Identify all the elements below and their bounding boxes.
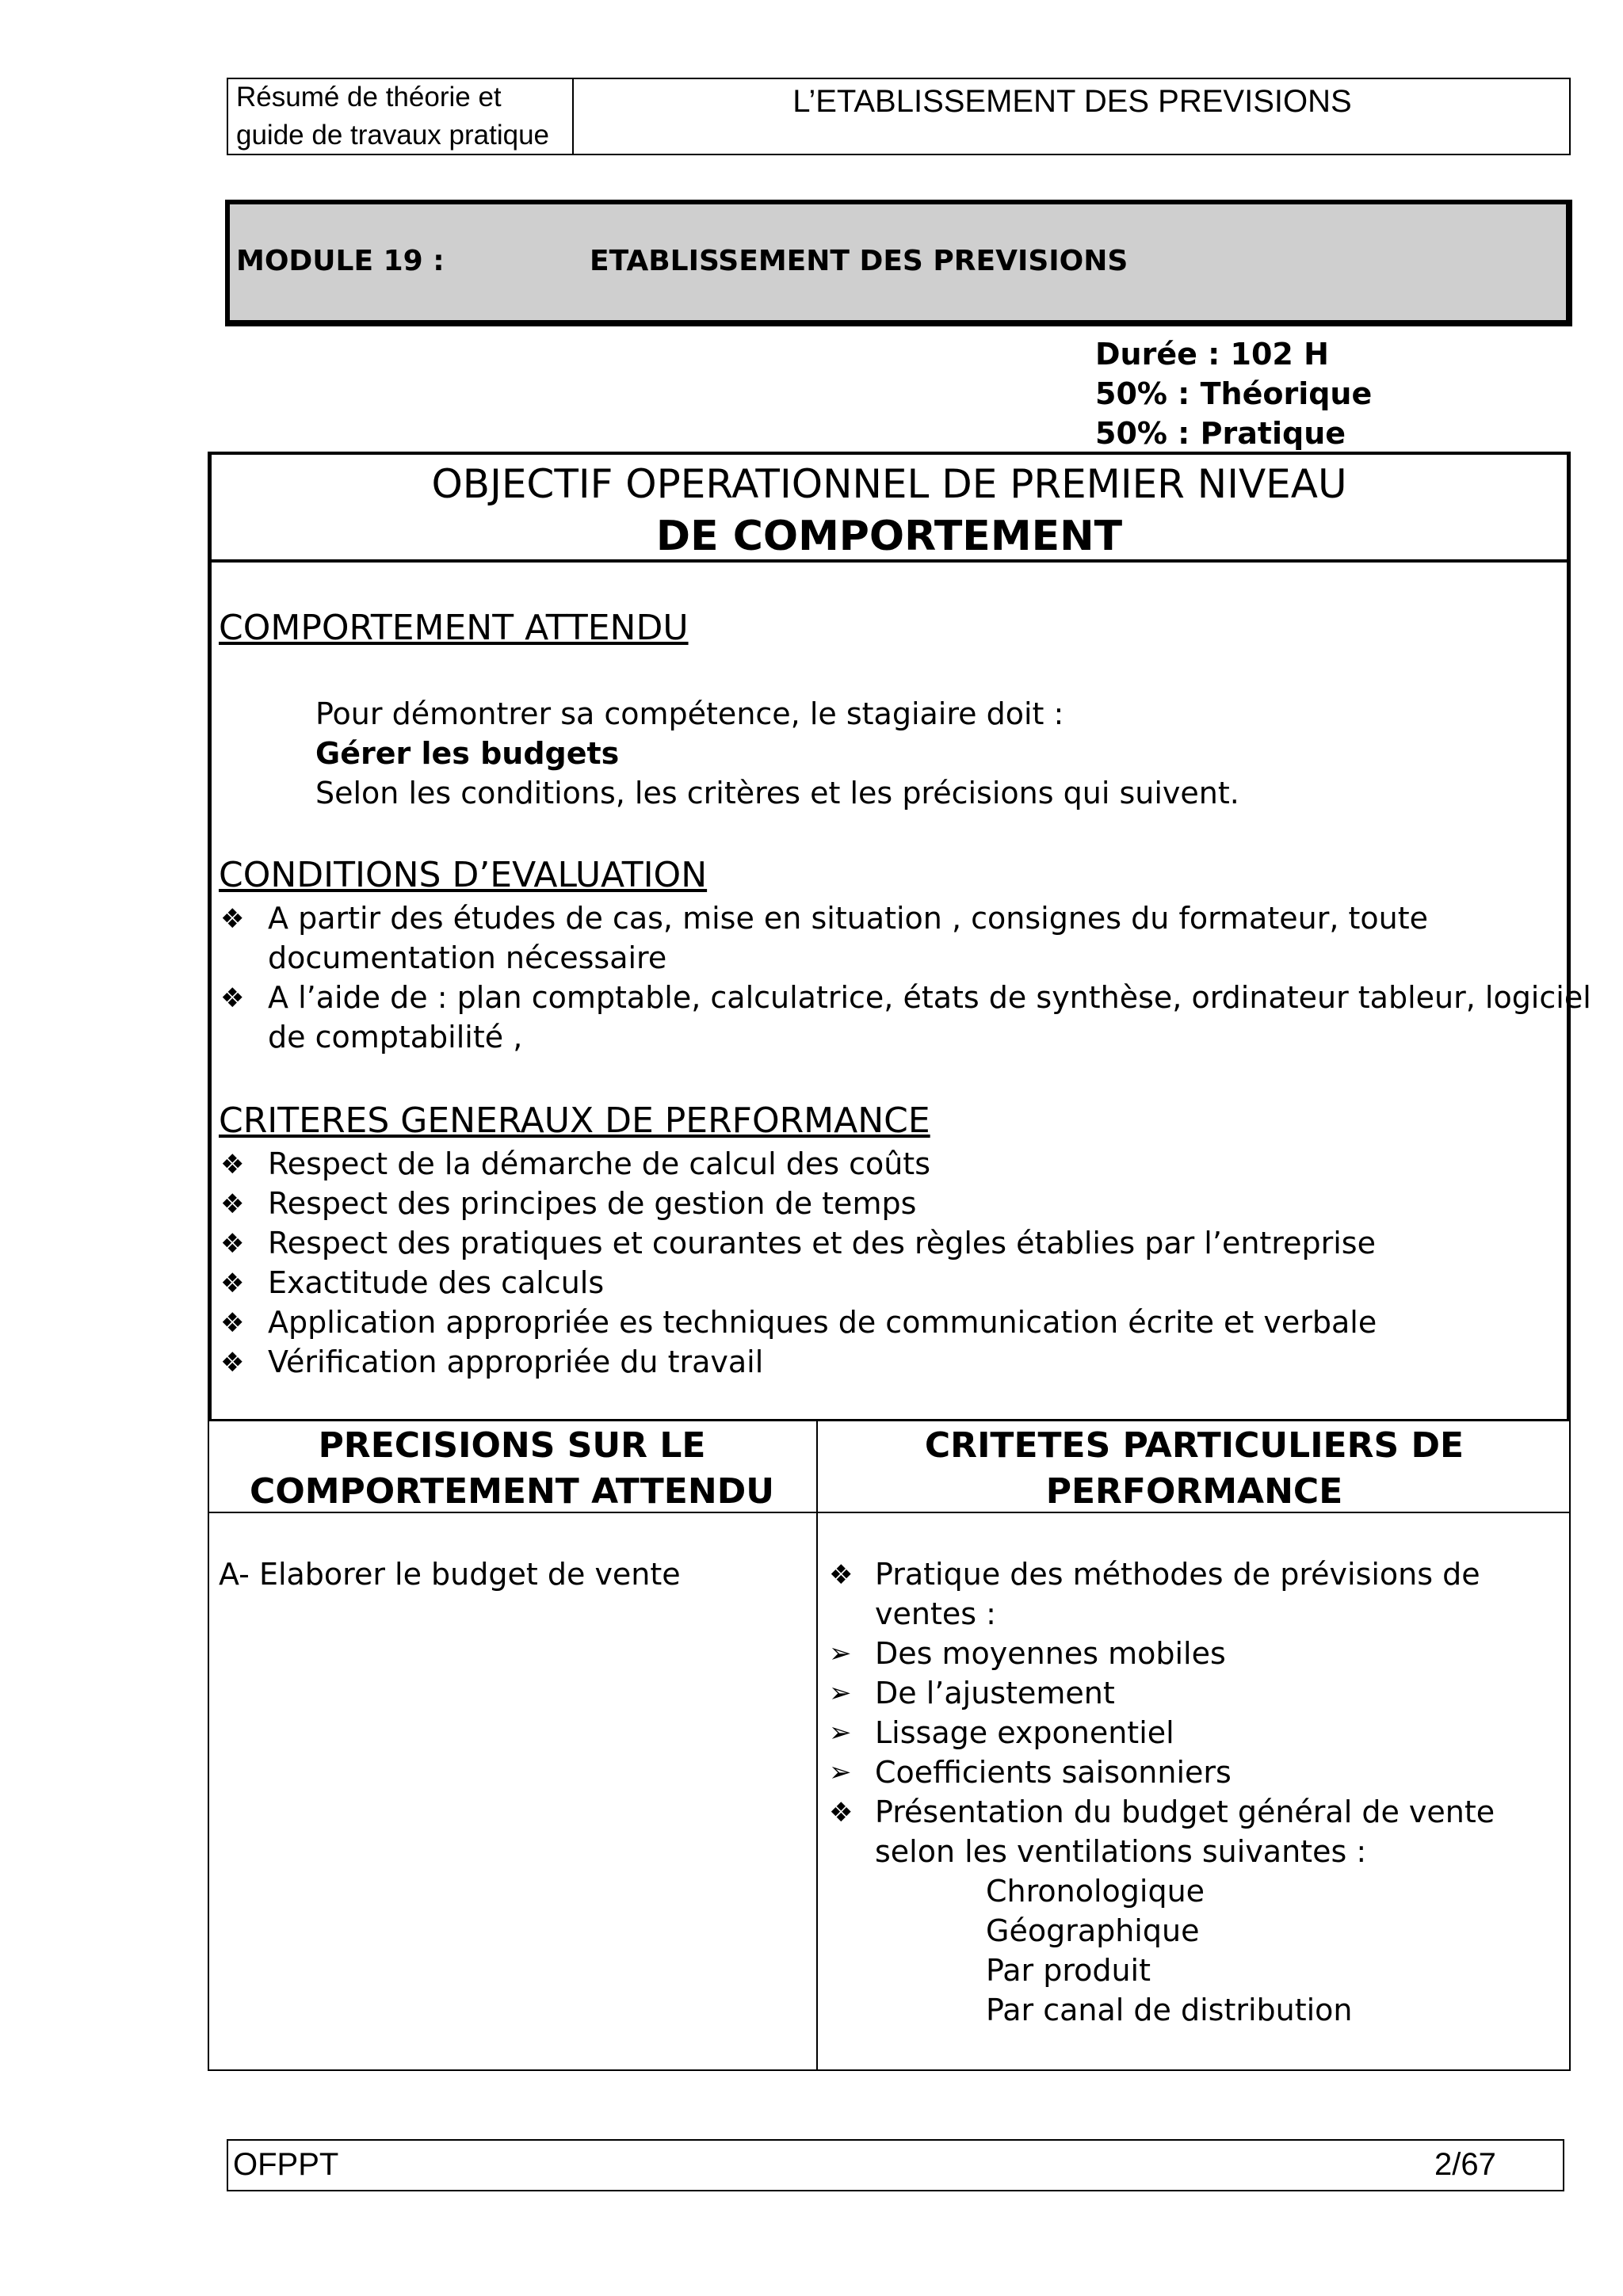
critere-b-line1: Présentation du budget général de vente bbox=[875, 1794, 1495, 1829]
criteres-item: Exactitude des calculs bbox=[268, 1265, 605, 1300]
header-subtitle-line1: Résumé de théorie et bbox=[236, 82, 502, 113]
duration-pratique: 50% : Pratique bbox=[1095, 416, 1346, 451]
conditions-item-2-line2: de comptabilité , bbox=[268, 1020, 523, 1055]
precision-item: A- Elaborer le budget de vente bbox=[219, 1557, 681, 1592]
diamond-bullet-icon: ❖ bbox=[220, 1268, 245, 1299]
footer-box bbox=[227, 2139, 1564, 2191]
arrow-bullet-icon: ➢ bbox=[829, 1756, 852, 1788]
conditions-item-2-line1: A l’aide de : plan comptable, calculatrice, états de synthèse, ordinateur tableur, logiciel bbox=[268, 980, 1591, 1015]
table-col1-head-line1: PRECISIONS SUR LE bbox=[318, 1425, 706, 1466]
critere-b-line2: selon les ventilations suivantes : bbox=[875, 1834, 1367, 1869]
conditions-item-1-line1: A partir des études de cas, mise en situation , consignes du formateur, toute bbox=[268, 901, 1428, 936]
critere-a-line1: Pratique des méthodes de prévisions de bbox=[875, 1557, 1480, 1592]
comportement-conditions: Selon les conditions, les critères et les précisions qui suivent. bbox=[315, 776, 1239, 810]
arrow-bullet-icon: ➢ bbox=[829, 1677, 852, 1709]
critere-a-line2: ventes : bbox=[875, 1596, 996, 1631]
table-column-divider bbox=[816, 1420, 818, 2071]
table-col2-head-line2: PERFORMANCE bbox=[1045, 1471, 1343, 1512]
diamond-bullet-icon: ❖ bbox=[220, 1347, 245, 1379]
diamond-bullet-icon: ❖ bbox=[220, 903, 245, 935]
criteres-item: Respect des pratiques et courantes et des règles établies par l’entreprise bbox=[268, 1226, 1376, 1261]
table-col2-head-line1: CRITETES PARTICULIERS DE bbox=[924, 1425, 1465, 1466]
criteres-item: Respect des principes de gestion de temps bbox=[268, 1186, 917, 1221]
diamond-bullet-icon: ❖ bbox=[829, 1559, 854, 1591]
footer-organization: OFPPT bbox=[233, 2147, 339, 2182]
header-title: L’ETABLISSEMENT DES PREVISIONS bbox=[792, 84, 1352, 119]
diamond-bullet-icon: ❖ bbox=[220, 1188, 245, 1220]
method-item: Coefficients saisonniers bbox=[875, 1755, 1232, 1790]
comportement-heading: COMPORTEMENT ATTENDU bbox=[219, 608, 689, 648]
footer-page-number: 2/67 bbox=[1434, 2147, 1496, 2182]
objective-title-line2: DE COMPORTEMENT bbox=[655, 513, 1123, 560]
ventilation-item: Par canal de distribution bbox=[986, 1993, 1353, 2027]
module-title: ETABLISSEMENT DES PREVISIONS bbox=[590, 245, 1128, 277]
criteres-heading: CRITERES GENERAUX DE PERFORMANCE bbox=[219, 1100, 930, 1141]
conditions-heading: CONDITIONS D’EVALUATION bbox=[219, 855, 708, 895]
arrow-bullet-icon: ➢ bbox=[829, 1638, 852, 1669]
method-item: De l’ajustement bbox=[875, 1676, 1115, 1711]
table-col1-head-line2: COMPORTEMENT ATTENDU bbox=[250, 1471, 774, 1512]
diamond-bullet-icon: ❖ bbox=[220, 982, 245, 1014]
comportement-intro: Pour démontrer sa compétence, le stagiaire doit : bbox=[315, 696, 1064, 731]
diamond-bullet-icon: ❖ bbox=[220, 1307, 245, 1339]
arrow-bullet-icon: ➢ bbox=[829, 1717, 852, 1749]
comportement-skill: Gérer les budgets bbox=[315, 736, 620, 771]
ventilation-item: Par produit bbox=[986, 1953, 1151, 1988]
criteres-item: Respect de la démarche de calcul des coûts bbox=[268, 1146, 930, 1181]
ventilation-item: Chronologique bbox=[986, 1874, 1205, 1909]
conditions-item-1-line2: documentation nécessaire bbox=[268, 940, 667, 975]
method-item: Des moyennes mobiles bbox=[875, 1636, 1226, 1671]
objective-title-line1: OBJECTIF OPERATIONNEL DE PREMIER NIVEAU bbox=[431, 461, 1347, 507]
method-item: Lissage exponentiel bbox=[875, 1715, 1174, 1750]
criteres-item: Vérification appropriée du travail bbox=[268, 1344, 764, 1379]
duration-theorique: 50% : Théorique bbox=[1095, 376, 1373, 411]
diamond-bullet-icon: ❖ bbox=[829, 1797, 854, 1829]
ventilation-item: Géographique bbox=[986, 1913, 1200, 1948]
duration-hours: Durée : 102 H bbox=[1095, 337, 1329, 372]
module-label: MODULE 19 : bbox=[236, 245, 445, 277]
criteres-item: Application appropriée es techniques de communication écrite et verbale bbox=[268, 1305, 1377, 1340]
header-subtitle-line2: guide de travaux pratique bbox=[236, 120, 549, 151]
diamond-bullet-icon: ❖ bbox=[220, 1149, 245, 1180]
diamond-bullet-icon: ❖ bbox=[220, 1228, 245, 1260]
